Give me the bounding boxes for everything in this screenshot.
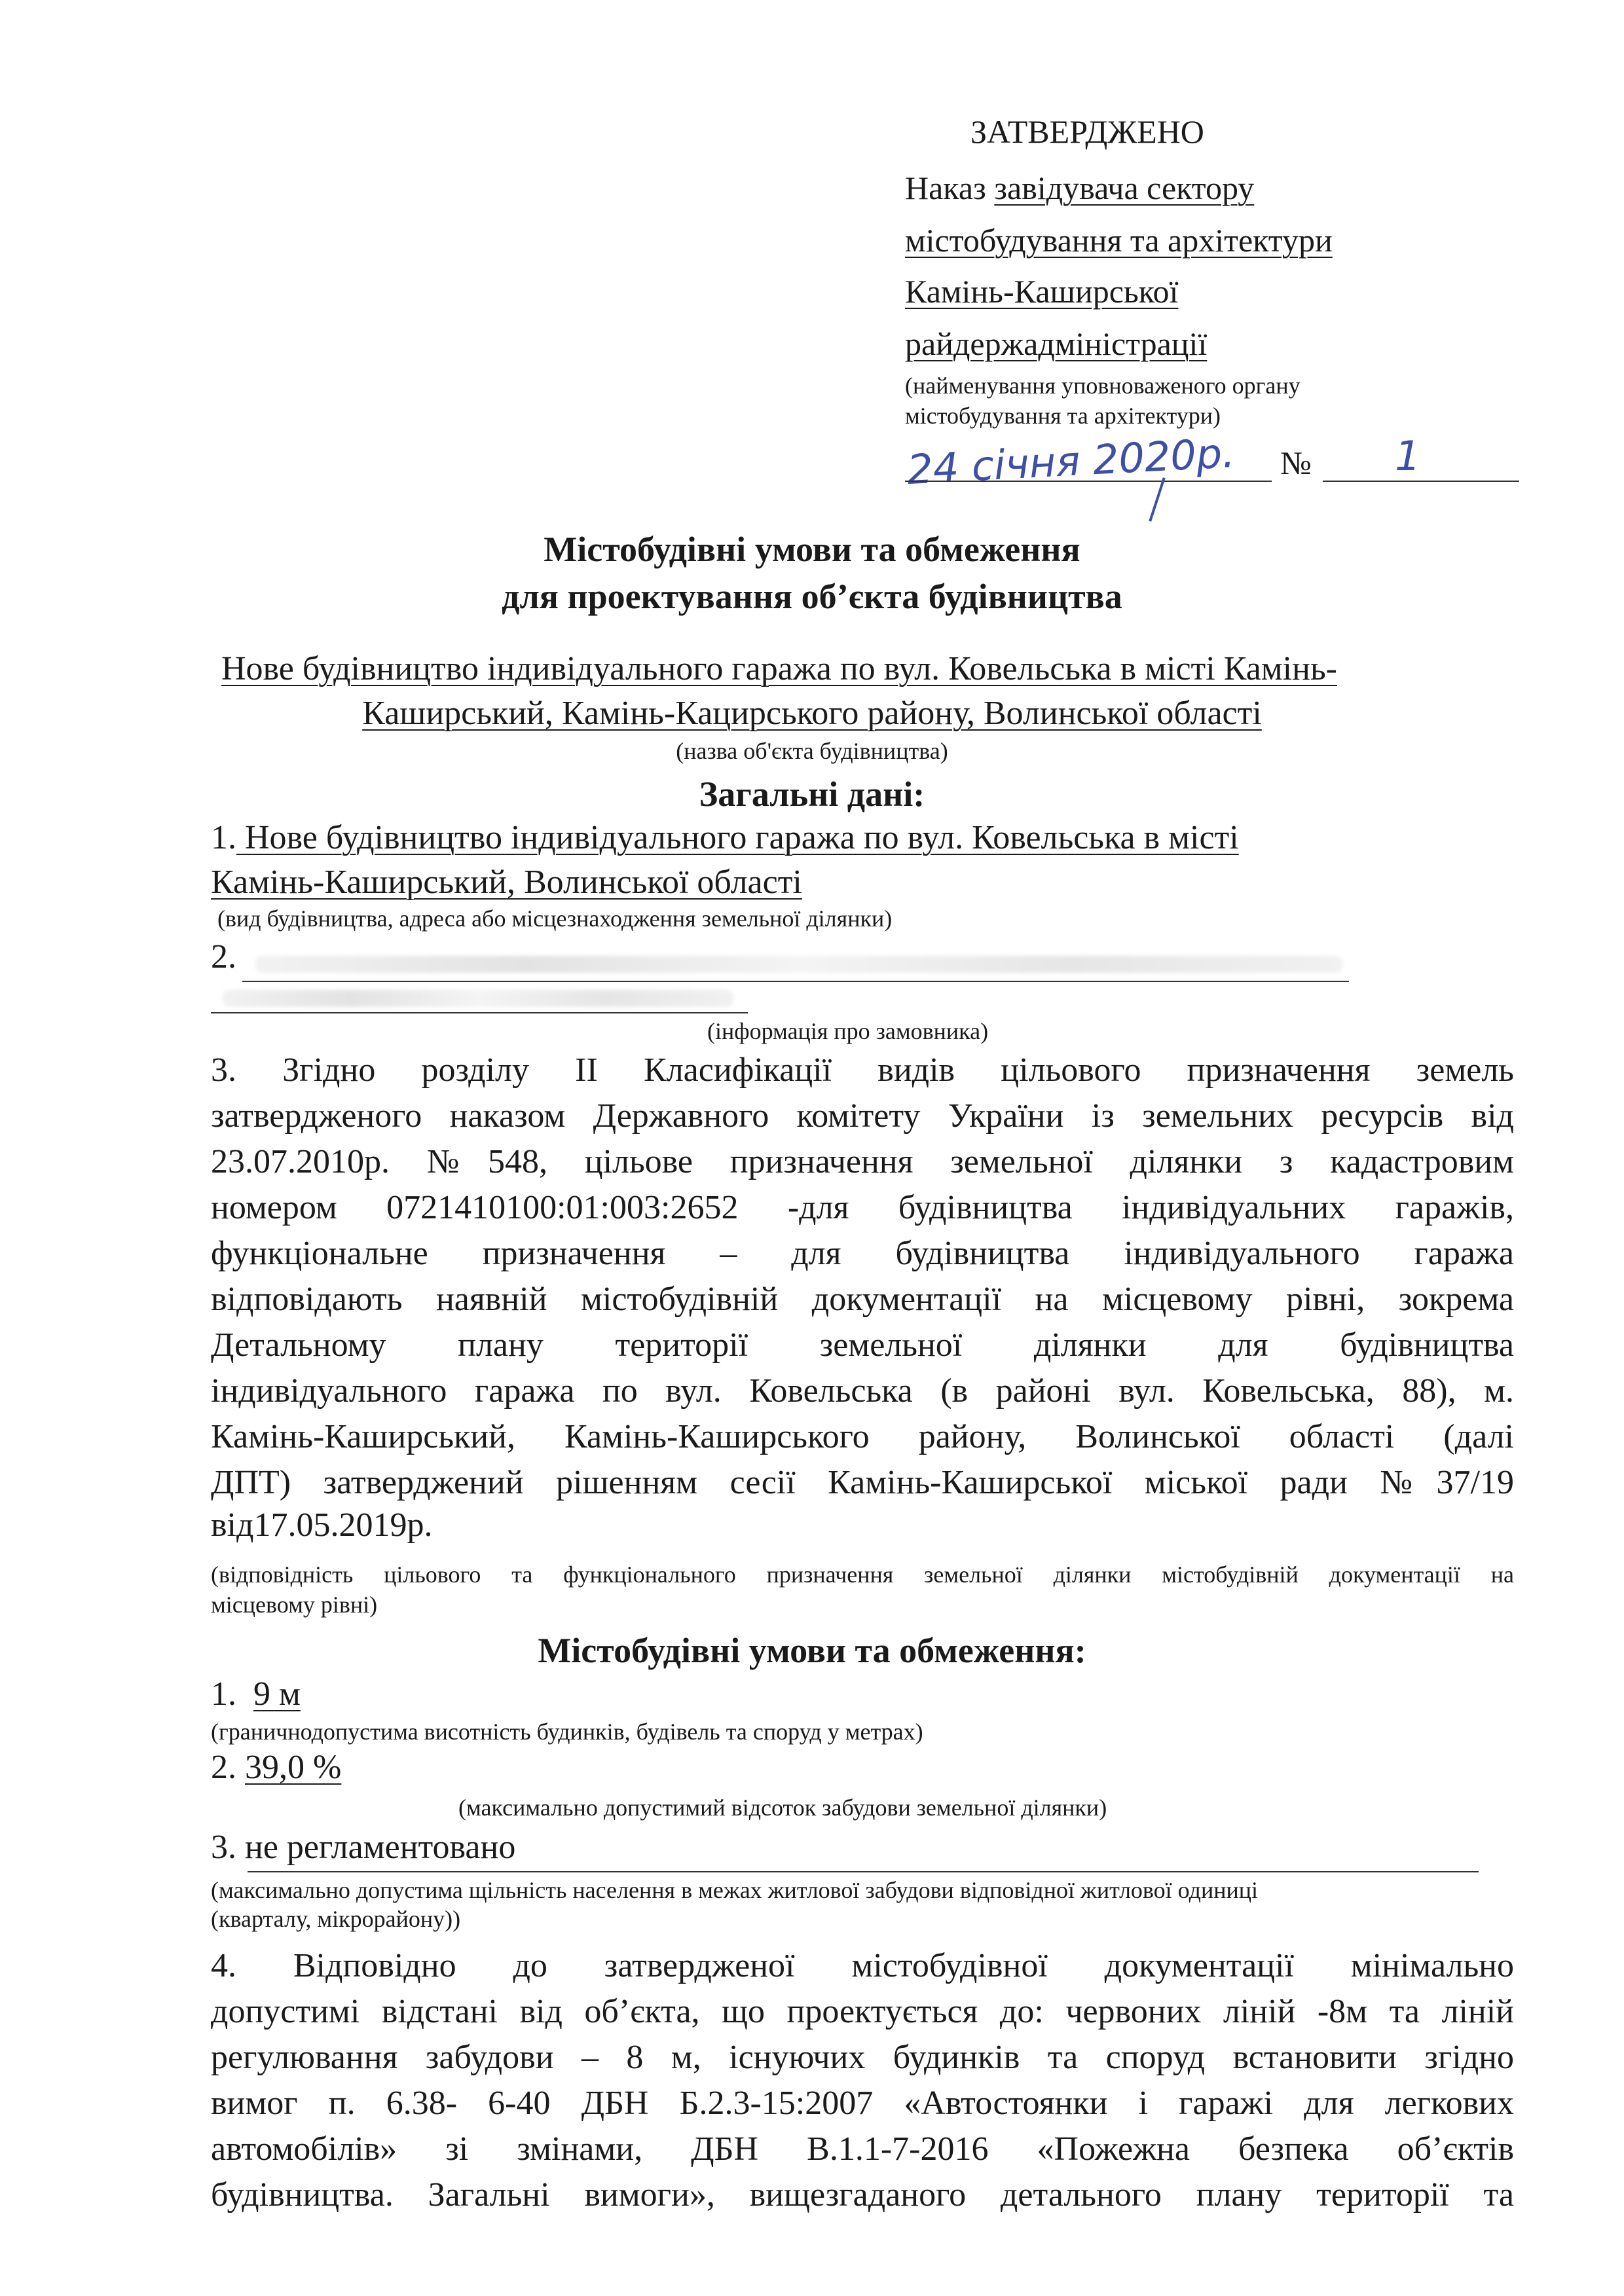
- approval-order-line1: [905, 169, 1254, 207]
- condition-3-note2: (кварталу, мікрорайону)): [211, 1906, 461, 1932]
- document-title-line2: для проектування об’єкта будівництва: [502, 577, 1122, 616]
- general-item1-note: (вид будівництва, адреса або місцезнаходження земельної ділянки): [217, 905, 893, 932]
- condition-4-line: регулювання забудови – 8 м, існуючих будинків та споруд встановити згідно: [211, 2039, 1514, 2076]
- approval-order-line4: райдержадміністрації: [905, 325, 1208, 362]
- object-name-note: (назва об'єкта будівництва): [676, 738, 948, 764]
- general-item3-line: затвердженого наказом Державного комітету України із земельних ресурсів від: [211, 1097, 1514, 1135]
- general-item2-note: (інформація про замовника): [707, 1018, 989, 1044]
- signature-stroke: [1149, 477, 1165, 522]
- condition-1-value: 9 м: [253, 1675, 301, 1713]
- general-item3-line: індивідуального гаража по вул. Ковельська (в районі вул. Ковельська, 88), м.: [211, 1372, 1514, 1410]
- condition-2-note: (максимально допустимий відсоток забудови земельної ділянки): [458, 1795, 1107, 1821]
- condition-3-note1: (максимально допустима щільність населення в межах житлової забудови відповідної житлової одиниці: [211, 1877, 1259, 1903]
- approval-order-line2: містобудування та архітектури: [905, 222, 1333, 259]
- general-item2-number: 2.: [211, 938, 236, 975]
- object-name-line1: Нове будівництво індивідуального гаража по вул. Ковельська в місті Камінь-: [221, 650, 1337, 687]
- general-item3-line: 23.07.2010р. №548, цільове призначення земельної ділянки з кадастровим: [211, 1143, 1514, 1180]
- conditions-heading: Містобудівні умови та обмеження:: [538, 1631, 1086, 1670]
- general-item1-number: 1.: [211, 819, 236, 856]
- condition-4-line: вимог п. 6.38- 6-40 ДБН Б.2.3-15:2007 «Автостоянки і гаражі для легкових: [211, 2085, 1514, 2122]
- condition-3-value: не регламентовано: [245, 1829, 516, 1866]
- condition-1-note: (граничнодопустима висотність будинків, будівель та споруд у метрах): [211, 1719, 923, 1745]
- general-item3-line: номером 0721410100:01:003:2652 -для будівництва індивідуальних гаражів,: [211, 1189, 1514, 1226]
- general-item3-note1: (відповідність цільового та функціонального призначення земельної ділянки містобудівній документації на: [211, 1561, 1514, 1588]
- general-item1-line2: Камінь-Каширський, Волинської області: [211, 864, 802, 901]
- general-item3-line: Детальному плану території земельної ділянки для будівництва: [211, 1326, 1514, 1364]
- approval-date-line: [905, 481, 1272, 482]
- general-item1-line1: [211, 818, 1239, 857]
- general-item3-line: 3. Згідно розділу ІІ Класифікації видів цільового призначення земель: [211, 1051, 1514, 1089]
- general-item3-line: відповідають наявній містобудівній документації на місцевому рівні, зокрема: [211, 1281, 1514, 1318]
- general-item1-text: Нове будівництво індивідуального гаража по вул. Ковельська в місті: [236, 819, 1239, 856]
- document-title-line1: Містобудівні умови та обмеження: [544, 530, 1080, 569]
- general-item3-line: від17.05.2019р.: [211, 1506, 433, 1544]
- customer-line-1: [242, 981, 1349, 982]
- condition-4-line: будівництва. Загальні вимоги», вищезгаданого детального плану території та: [211, 2176, 1514, 2214]
- customer-redaction-1: [255, 956, 1342, 973]
- customer-redaction-2: [223, 990, 733, 1007]
- condition-4-line: 4. Відповідно до затвердженої містобудівної документації мінімально: [211, 1947, 1514, 1984]
- condition-3: [211, 1828, 515, 1867]
- object-name-line2: Каширський, Камінь-Кацирського району, Волинської області: [362, 695, 1262, 732]
- condition-2-value: 39,0 %: [245, 1749, 342, 1786]
- customer-line-2: [211, 1012, 748, 1013]
- condition-4-line: автомобілів» зі змінами, ДБН В.1.1-7-2016 «Пожежна безпека об’єктів: [211, 2130, 1514, 2168]
- condition-3-number: 3.: [211, 1829, 236, 1866]
- general-item3-line: ДПТ) затверджений рішенням сесії Камінь-Каширської міської ради №37/19: [211, 1464, 1514, 1501]
- approval-order-line3: Камінь-Каширської: [905, 273, 1179, 310]
- condition-1: [211, 1675, 301, 1713]
- approval-number-line: [1323, 481, 1519, 482]
- approval-authority-note2: містобудування та архітектури): [905, 403, 1221, 429]
- approval-date-handwritten: 24 січня 2020р.: [906, 428, 1236, 494]
- approval-number-label: №: [1280, 445, 1312, 481]
- general-item3-line: Камінь-Каширський, Камінь-Каширського району, Волинської області (далі: [211, 1418, 1514, 1455]
- condition-2: [211, 1748, 341, 1787]
- condition-1-number: 1.: [211, 1675, 236, 1713]
- general-heading: Загальні дані:: [699, 774, 925, 814]
- approval-order-prefix: Наказ: [905, 170, 995, 206]
- general-item3-note2: місцевому рівні): [211, 1592, 378, 1618]
- condition-3-line: [248, 1871, 1479, 1872]
- condition-4-line: допустимі відстані від об’єкта, що проектується до: червоних ліній -8м та ліній: [211, 1993, 1514, 2030]
- approval-heading: ЗАТВЕРДЖЕНО: [970, 113, 1204, 150]
- approval-authority-note1: (найменування уповноваженого органу: [905, 373, 1301, 399]
- condition-2-number: 2.: [211, 1749, 236, 1786]
- approval-number-handwritten: 1: [1395, 432, 1421, 480]
- approval-order-authority: завідувача сектору: [994, 170, 1255, 206]
- general-item3-line: функціональне призначення – для будівництва індивідуального гаража: [211, 1235, 1514, 1272]
